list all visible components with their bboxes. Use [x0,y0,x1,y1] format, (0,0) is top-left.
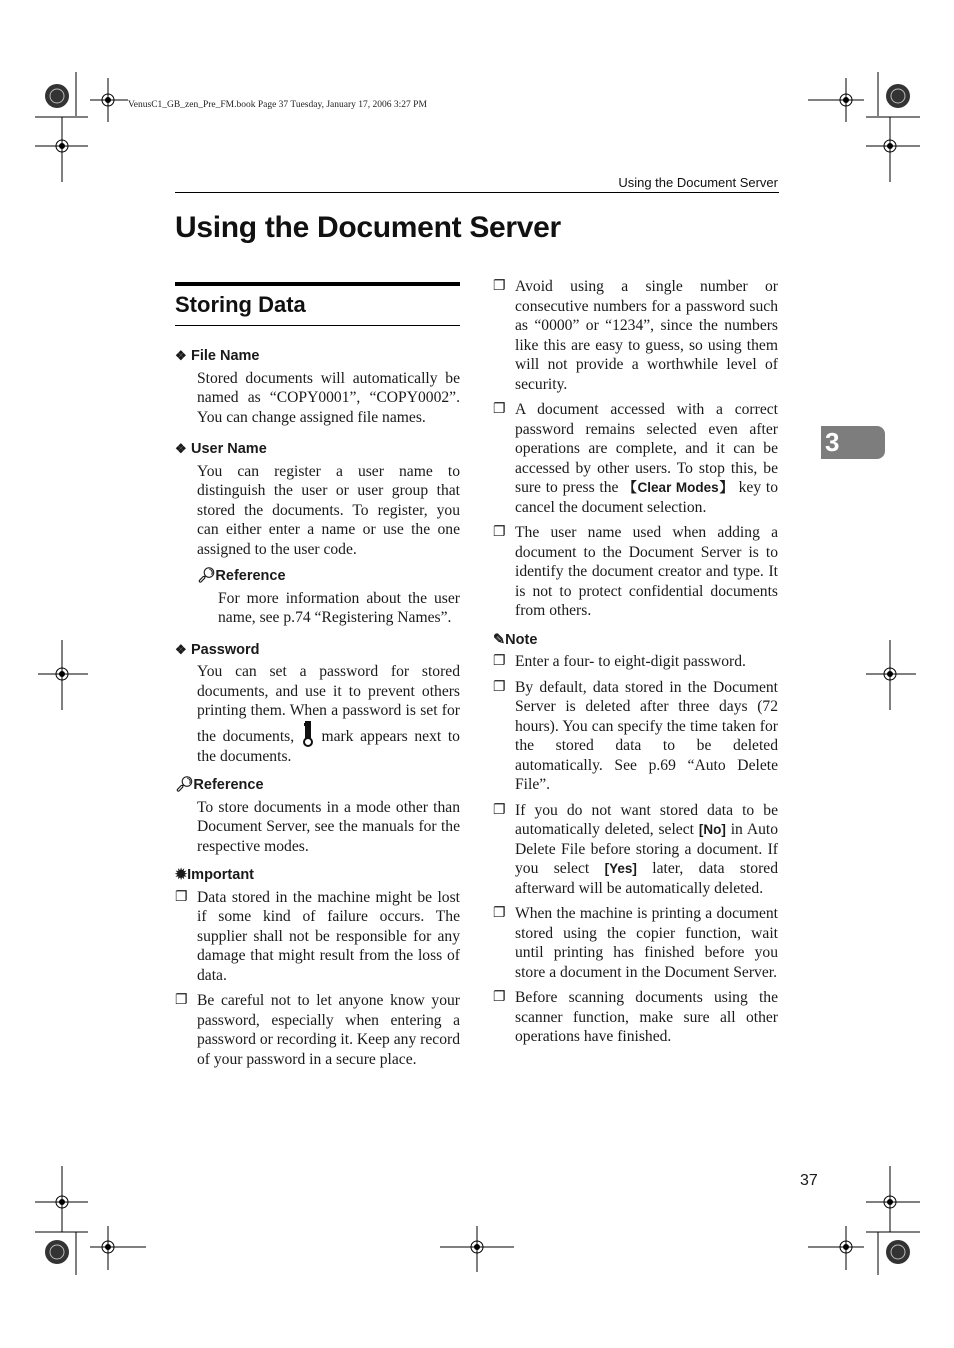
item-text-part: in Auto Delete File before storing a document. If you select [515,821,779,877]
file-name-label: File Name [191,348,260,364]
running-head: Using the Document Server [618,175,778,190]
diamond-bullet-icon: ❖ [175,348,187,363]
checkbox-bullet-icon: ❐ [175,993,188,1008]
checkbox-bullet-icon: ❐ [493,679,506,695]
reference-magnifier-icon: 🔎︎ [197,568,216,584]
list-item [175,888,460,986]
item-text-part: If you do not want stored data to be automatically deleted, select [515,801,778,838]
checkbox-bullet-icon: ❐ [493,906,506,921]
item-text-part: key to cancel the document selection. [515,479,778,516]
checkbox-bullet-icon: ❐ [493,990,506,1005]
note-item-text: Enter a four- to eight-digit password. [515,653,746,670]
reference-magnifier-icon: 🔎︎ [175,777,194,793]
note-item-text: When the machine is printing a document stored using the copier function, wait until printing has finished before you store a document in the Document Server. [515,905,778,981]
section-rule-bottom [175,325,460,326]
file-name-body: Stored documents will automatically be named as “COPY0001”, “COPY0002”. You can change assigned file names. [197,369,460,426]
list-item-text: Avoid using a single number or consecutive numbers for a password such as “0000” or “1234”, since the numbers like this are easy to guess, so using them will not provide a worthwhile level of security. [515,278,778,393]
list-item [493,904,778,982]
important-heading [175,866,460,886]
file-name-heading [175,346,460,367]
checkbox-bullet-icon: ❐ [493,402,506,417]
reference-heading [175,776,460,796]
user-name-label: User Name [191,441,267,457]
checkbox-bullet-icon: ❐ [493,802,506,818]
checkbox-bullet-icon: ❐ [493,525,506,540]
list-item [493,523,778,621]
user-name-heading [175,439,460,460]
list-item [493,678,778,795]
key-icon [301,721,315,747]
section-rule-top [175,282,460,286]
checkbox-bullet-icon: ❐ [175,889,188,905]
checkbox-bullet-icon: ❐ [493,279,506,294]
list-item-text [515,400,778,517]
list-item [493,652,778,672]
important-item-text: Data stored in the machine might be lost if some kind of failure occurs. The supplier shall not be responsible for any damage that might result from the loss of data. [197,888,460,984]
no-key: [No] [698,822,726,837]
page-title: Using the Document Server [175,211,561,244]
reference-body: To store documents in a mode other than Document Server, see the manuals for the respective modes. [197,798,460,855]
note-item-text: Before scanning documents using the scanner function, make sure all other operations have finished. [515,989,778,1045]
password-body-tail: mark appears next to the documents. [197,727,460,765]
checkbox-bullet-icon: ❐ [493,654,506,669]
diamond-bullet-icon: ❖ [175,441,187,456]
important-icon: ✹ [175,867,188,883]
important-label: Important [187,867,255,883]
user-name-body: You can register a user name to distinguish the user or user group that stored the documents. To register, you can either enter a name or use the one assigned to the user code. [197,462,460,558]
header-rule [175,192,779,193]
print-slug: VenusC1_GB_zen_Pre_FM.book Page 37 Tuesday, January 17, 2006 3:27 PM [128,100,427,110]
diamond-bullet-icon: ❖ [175,641,187,657]
password-heading [175,640,460,661]
section-title: Storing Data [175,292,306,317]
list-item-text: The user name used when adding a document to the Document Server is to identify the document creator and type. It is not to protect confidential documents from others. [515,524,778,619]
note-pencil-icon: ✎ [493,631,506,648]
user-name-reference-body: For more information about the user name, see p.74 “Registering Names”. [218,589,460,626]
user-name-reference-heading [197,567,460,587]
password-body [197,662,460,766]
important-item-text: Be careful not to let anyone know your password, especially when entering a password or recording it. Keep any record of your password in a secure place. [197,992,460,1068]
note-heading [493,631,778,651]
item-text-part: later, data stored afterward will be automatically deleted. [515,860,779,897]
note-item-text: By default, data stored in the Document Server is deleted after three days (72 hours). You can specify the time taken for the stored data to be deleted automatically. See p.69 “Auto Delete File”. [515,678,778,793]
page-number: 37 [800,1172,818,1189]
yes-key: [Yes] [604,861,637,876]
list-item [493,400,778,517]
list-item [493,801,778,899]
chapter-tab: 3 [821,426,885,459]
password-body-text: You can set a password for stored documents, and use it to prevent others printing them. When a password is set for the documents, [197,663,460,745]
reference-label: Reference [193,777,264,793]
list-item [175,991,460,1069]
list-item [493,988,778,1047]
list-item [493,277,778,394]
password-label: Password [191,641,260,658]
right-column [493,277,778,1053]
note-item-text [515,801,778,899]
left-column [175,340,460,1075]
item-text-part: A document accessed with a correct password remains selected even after operations are complete, and it can be accessed by other users. To stop this, be sure to press the [515,401,778,496]
reference-label: Reference [215,568,286,584]
clear-modes-key: 【Clear Modes】 [623,480,734,495]
note-label: Note [505,631,538,648]
